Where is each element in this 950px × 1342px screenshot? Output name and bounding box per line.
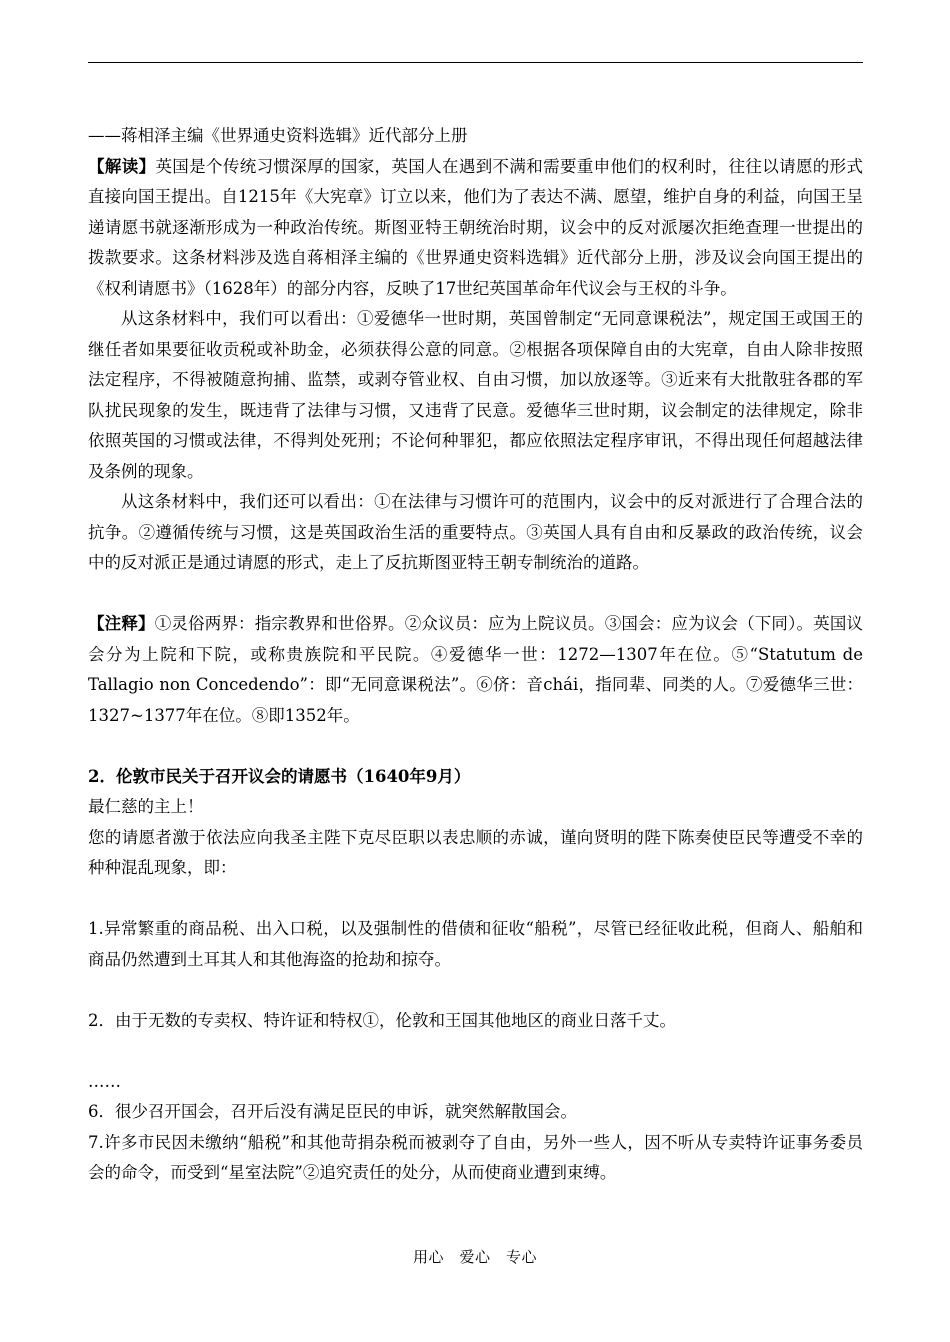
interpretation-para-3: 从这条材料中，我们还可以看出：①在法律与习惯许可的范围内，议会中的反对派进行了合理合法的抗争。②遵循传统与习惯，这是英国政治生活的重要特点。③英国人具有自由和反暴政的政治传统，议会中的反对派正是通过请愿的形式，走上了反抗斯图亚特王朝专制统治的道路。 (88, 492, 863, 572)
salutation: 最仁慈的主上！ (88, 797, 204, 816)
notes-text: ①灵俗两界：指宗教界和世俗界。②众议员：应为上院议员。③国会：应为议会（下同）。英国议会分为上院和下院，或称贵族院和平民院。④爱德华一世：1272—1307年在位。⑤“Statutum de Tallagio non Concedendo”：即“无同意课税法”。⑥侪：音chái，指同辈、同类的人。⑦爱德华三世：1327~1377年在位。⑧即1352年。 (88, 614, 864, 725)
notes-label: 【注释】 (88, 614, 155, 633)
petition-item-7: 7.许多市民因未缴纳“船税”和其他苛捐杂税而被剥夺了自由，另外一些人，因不听从专卖特许证事务委员会的命令，而受到“星室法院”②追究责任的处分，从而使商业遭到束缚。 (88, 1132, 863, 1182)
spacer (88, 1036, 863, 1067)
interpretation-para-2: 从这条材料中，我们可以看出：①爱德华一世时期，英国曾制定“无同意课税法”，规定国王或国王的继任者如果要征收贡税或补助金，必须获得公意的同意。②根据各项保障自由的大宪章，自由人除非按照法定程序，不得被随意拘捕、监禁，或剥夺管业权、自由习惯，加以放逐等。③近来有大批散驻各郡的军队扰民现象的发生，既违背了法律与习惯，又违背了民意。爱德华三世时期，议会制定的法律规定，除非依照英国的习惯或法律，不得判处死刑；不论何种罪犯，都应依照法定程序审讯，不得出现任何超越法律及条例的现象。 (88, 309, 863, 481)
petition-opening: 您的请愿者激于依法应向我圣主陛下克尽臣职以表忠顺的赤诚，谨向贤明的陛下陈奏使臣民等遭受不幸的种种混乱现象，即： (88, 827, 863, 877)
petition-item-2: 2．由于无数的专卖权、特许证和特权①，伦敦和王国其他地区的商业日落千丈。 (88, 1010, 676, 1030)
interpretation-label: 【解读】 (88, 156, 156, 176)
section-2-title: 2．伦敦市民关于召开议会的请愿书（1640年9月） (88, 766, 471, 786)
petition-item-1: 1.异常繁重的商品税、出入口税，以及强制性的借债和征收“船税”，尽管已经征收此税，但商人、船舶和商品仍然遭到土耳其人和其他海盗的抢劫和掠夺。 (88, 919, 863, 969)
header-rule (88, 62, 863, 63)
ellipsis: …… (88, 1071, 121, 1091)
spacer (88, 579, 863, 610)
interpretation-paragraph (88, 152, 863, 305)
petition-item-6: 6．很少召开国会，召开后没有满足臣民的申诉，就突然解散国会。 (88, 1102, 577, 1121)
spacer (88, 884, 863, 915)
page-footer: 用心 爱心 专心 (412, 1248, 537, 1266)
notes-paragraph (88, 609, 863, 731)
source-citation: ——蒋相泽主编《世界通史资料选辑》近代部分上册 (88, 126, 468, 145)
spacer (88, 731, 863, 762)
document-body (88, 121, 863, 1189)
spacer (88, 975, 863, 1006)
interpretation-intro: 英国是个传统习惯深厚的国家，英国人在遇到不满和需要重申他们的权利时，往往以请愿的形式直接向国王提出。自1215年《大宪章》订立以来，他们为了表达不满、愿望，维护自身的利益，向国王呈递请愿书就逐渐形成为一种政治传统。斯图亚特王朝统治时期，议会中的反对派屡次拒绝查理一世提出的拨款要求。这条材料涉及选自蒋相泽主编的《世界通史资料选辑》近代部分上册，涉及议会向国王提出的《权利请愿书》（1628年）的部分内容，反映了17世纪英国革命年代议会与王权的斗争。 (88, 156, 864, 298)
